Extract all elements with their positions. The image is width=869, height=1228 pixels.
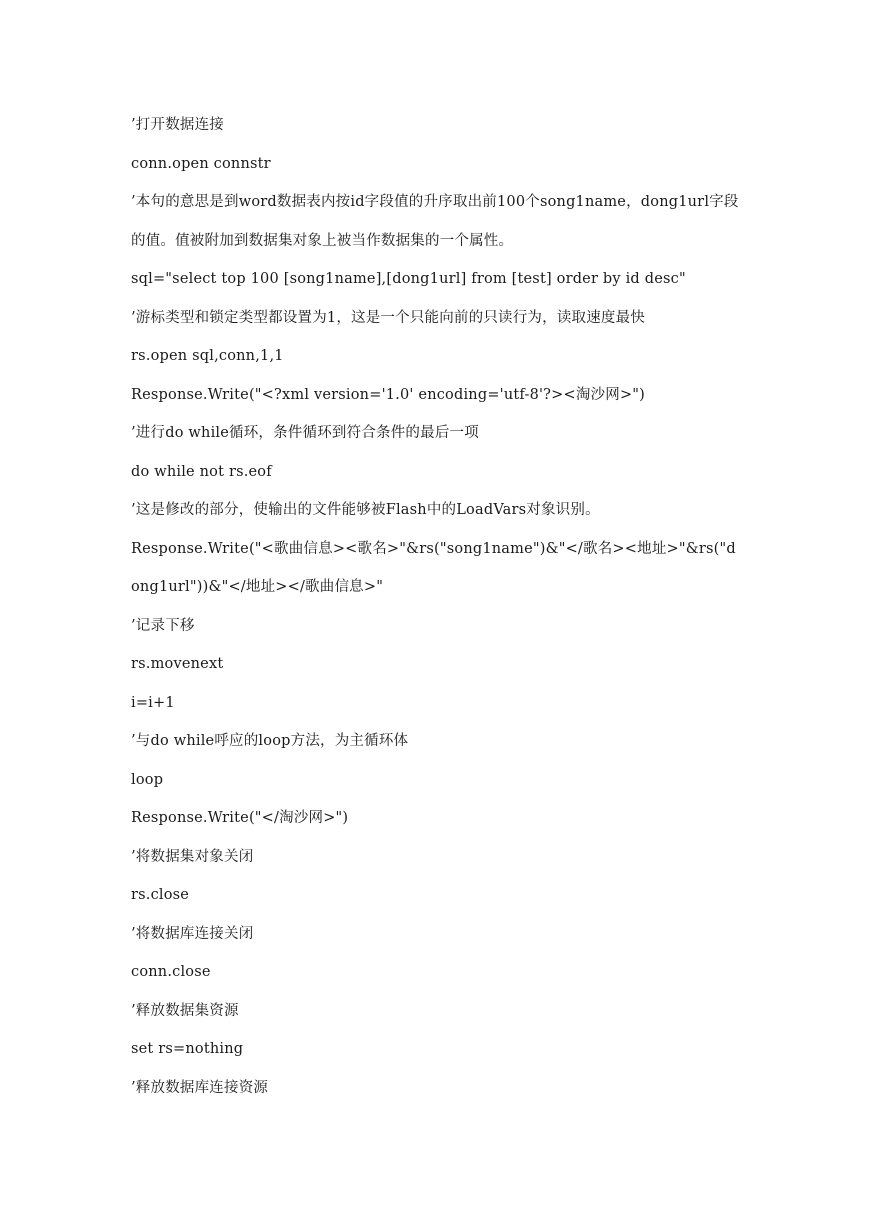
comment-do-while-loop: ’进行do while循环，条件循环到符合条件的最后一项	[131, 425, 479, 441]
comment-cursor-type: ’游标类型和锁定类型都设置为1，这是一个只能向前的只读行为，读取速度最快	[131, 309, 646, 326]
code-rs-close: rs.close	[131, 887, 190, 903]
code-write-song-info: Response.Write("<歌曲信息><歌名>"&rs("song1name")&"</歌名><地址>"&rs("dong1url"))&"</地址></歌曲信息>"	[131, 540, 736, 595]
comment-release-recordset: ’释放数据集资源	[131, 1002, 239, 1019]
code-do-while: do while not rs.eof	[131, 463, 272, 480]
code-increment: i=i+1	[131, 694, 175, 711]
comment-loop-method: ’与do while呼应的loop方法，为主循环体	[131, 733, 409, 749]
comment-modified-part: ’这是修改的部分，使输出的文件能够被Flash中的LoadVars对象识别。	[131, 502, 600, 518]
code-write-xml-footer: Response.Write("</淘沙网>")	[131, 810, 349, 826]
code-conn-open: conn.open connstr	[131, 155, 271, 172]
comment-close-connection: ’将数据库连接关闭	[131, 925, 254, 942]
code-loop: loop	[131, 771, 164, 788]
document-page	[131, 106, 743, 1107]
code-set-rs-nothing: set rs=nothing	[131, 1041, 244, 1057]
code-rs-movenext: rs.movenext	[131, 656, 224, 672]
code-rs-open: rs.open sql,conn,1,1	[131, 348, 284, 364]
comment-query-explanation: ’本句的意思是到word数据表内按id字段值的升序取出前100个song1name，dong1url字段的值。值被附加到数据集对象上被当作数据集的一个属性。	[131, 194, 739, 249]
code-write-xml-header: Response.Write("<?xml version='1.0' encoding='utf-8'?><淘沙网>")	[131, 386, 646, 403]
comment-release-connection: ’释放数据库连接资源	[131, 1079, 269, 1096]
code-conn-close: conn.close	[131, 964, 211, 980]
comment-move-next: ’记录下移	[131, 617, 195, 634]
comment-close-recordset: ’将数据集对象关闭	[131, 848, 254, 865]
comment-open-connection: ’打开数据连接	[131, 117, 225, 133]
code-sql-select: sql="select top 100 [song1name],[dong1url] from [test] order by id desc"	[131, 271, 686, 287]
